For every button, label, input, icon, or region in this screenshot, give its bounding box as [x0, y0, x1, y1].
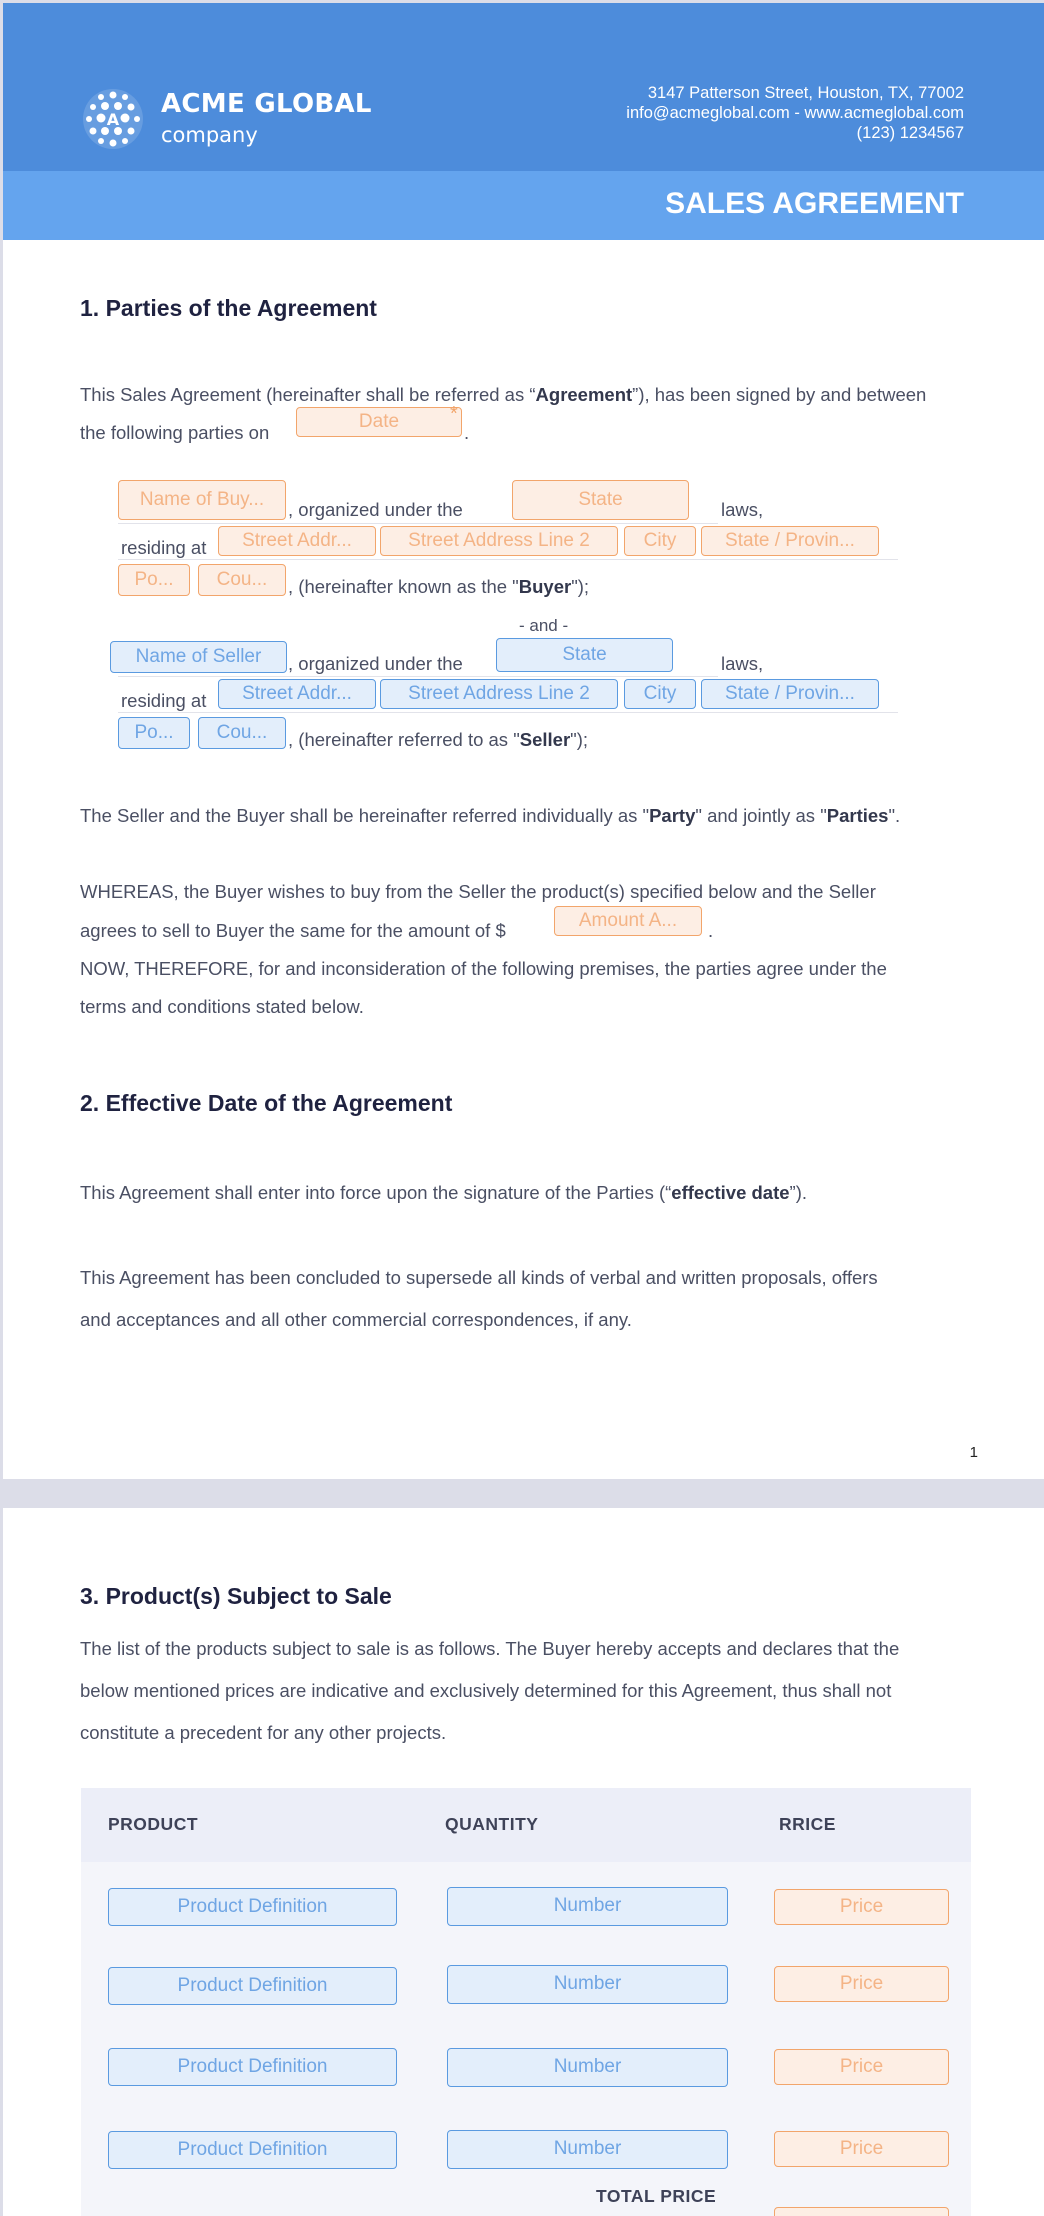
- buyer-known-text: , (hereinafter known as the "Buyer");: [288, 576, 590, 597]
- document-page-2: [3, 1508, 1044, 2216]
- buyer-street1-field[interactable]: Street Addr...: [218, 526, 376, 556]
- seller-organized-text: , organized under the: [288, 653, 463, 674]
- company-name: ACME GLOBAL: [161, 89, 372, 119]
- buyer-line-2: [118, 559, 898, 560]
- document-page-1: [3, 3, 1044, 1479]
- date-field[interactable]: Date: [296, 407, 462, 437]
- now-line-2: terms and conditions stated below.: [80, 996, 364, 1017]
- amount-field[interactable]: Amount A...: [554, 906, 702, 936]
- buyer-state-field[interactable]: State: [512, 480, 689, 520]
- price-field[interactable]: Price: [774, 1966, 949, 2002]
- company-phone: (123) 1234567: [856, 124, 964, 142]
- svg-text:A: A: [106, 110, 120, 129]
- product-field[interactable]: Product Definition: [108, 2131, 397, 2169]
- section-1-heading: 1. Parties of the Agreement: [80, 295, 377, 321]
- price-field[interactable]: Price: [774, 2049, 949, 2085]
- quantity-field[interactable]: Number: [447, 1965, 728, 2004]
- total-price-label: TOTAL PRICE: [596, 2186, 717, 2206]
- buyer-province-field[interactable]: State / Provin...: [701, 526, 879, 556]
- document-title: SALES AGREEMENT: [665, 187, 964, 220]
- buyer-organized-text: , organized under the: [288, 499, 463, 520]
- column-header-quantity: QUANTITY: [445, 1814, 539, 1834]
- section-3-heading: 3. Product(s) Subject to Sale: [80, 1583, 392, 1609]
- price-field[interactable]: Price: [774, 2131, 949, 2167]
- seller-residing-text: residing at: [121, 690, 207, 711]
- buyer-name-field[interactable]: Name of Buy...: [118, 480, 286, 520]
- buyer-line-1: [118, 523, 718, 524]
- supersede-line-1: This Agreement has been concluded to supersede all kinds of verbal and written proposals, offers: [80, 1267, 878, 1288]
- seller-line-2: [118, 712, 898, 713]
- price-field[interactable]: Price: [774, 1889, 949, 1925]
- seller-province-field[interactable]: State / Provin...: [701, 679, 879, 709]
- quantity-field[interactable]: Number: [447, 2048, 728, 2087]
- quantity-field[interactable]: Number: [447, 2130, 728, 2169]
- party-definition: The Seller and the Buyer shall be hereinafter referred individually as "Party" and jointly as "Parties".: [80, 805, 901, 826]
- products-line-3: constitute a precedent for any other projects.: [80, 1722, 447, 1743]
- and-separator: - and -: [519, 616, 569, 635]
- supersede-line-2: and acceptances and all other commercial correspondences, if any.: [80, 1309, 632, 1330]
- product-field[interactable]: Product Definition: [108, 1967, 397, 2005]
- buyer-postal-field[interactable]: Po...: [118, 564, 190, 596]
- buyer-laws-text: laws,: [721, 499, 764, 520]
- buyer-street2-field[interactable]: Street Address Line 2: [380, 526, 618, 556]
- section-2-heading: 2. Effective Date of the Agreement: [80, 1090, 453, 1116]
- whereas-period: .: [708, 920, 714, 941]
- company-address: 3147 Patterson Street, Houston, TX, 77002: [647, 84, 964, 102]
- buyer-residing-text: residing at: [121, 537, 207, 558]
- required-asterisk: *: [450, 403, 458, 425]
- company-subtitle: company: [161, 123, 258, 147]
- whereas-line-1: WHEREAS, the Buyer wishes to buy from the Seller the product(s) specified below and the Seller: [80, 881, 876, 902]
- globe-logo-icon: [81, 87, 145, 151]
- now-line-1: NOW, THEREFORE, for and inconsideration of the following premises, the parties agree under the: [80, 958, 887, 979]
- seller-street2-field[interactable]: Street Address Line 2: [380, 679, 618, 709]
- intro-line-1: This Sales Agreement (hereinafter shall be referred as “Agreement”), has been signed by and between: [80, 384, 927, 405]
- total-price-field[interactable]: [774, 2207, 949, 2216]
- products-table: [81, 1788, 971, 2216]
- seller-street1-field[interactable]: Street Addr...: [218, 679, 376, 709]
- effective-date-paragraph: This Agreement shall enter into force upon the signature of the Parties (“effective date”).: [80, 1182, 808, 1203]
- column-header-price: RRICE: [779, 1814, 836, 1834]
- column-header-product: PRODUCT: [108, 1814, 199, 1834]
- seller-state-field[interactable]: State: [496, 638, 673, 672]
- whereas-line-2: agrees to sell to Buyer the same for the amount of $: [80, 920, 506, 941]
- seller-known-text: , (hereinafter referred to as "Seller");: [288, 729, 589, 750]
- seller-city-field[interactable]: City: [624, 679, 696, 709]
- intro-period: .: [464, 422, 470, 443]
- product-field[interactable]: Product Definition: [108, 2048, 397, 2086]
- seller-laws-text: laws,: [721, 653, 764, 674]
- buyer-city-field[interactable]: City: [624, 526, 696, 556]
- buyer-country-field[interactable]: Cou...: [198, 564, 286, 596]
- company-contact: info@acmeglobal.com - www.acmeglobal.com: [626, 104, 964, 122]
- product-field[interactable]: Product Definition: [108, 1888, 397, 1926]
- seller-name-field[interactable]: Name of Seller: [110, 641, 287, 673]
- quantity-field[interactable]: Number: [447, 1887, 728, 1926]
- products-line-1: The list of the products subject to sale is as follows. The Buyer hereby accepts and declares that the: [80, 1638, 900, 1659]
- intro-line-2: the following parties on: [80, 422, 270, 443]
- seller-postal-field[interactable]: Po...: [118, 717, 190, 749]
- page-number: 1: [969, 1444, 978, 1461]
- products-line-2: below mentioned prices are indicative and exclusively determined for this Agreement, thus shall not: [80, 1680, 892, 1701]
- seller-line-1: [118, 676, 718, 677]
- seller-country-field[interactable]: Cou...: [198, 717, 286, 749]
